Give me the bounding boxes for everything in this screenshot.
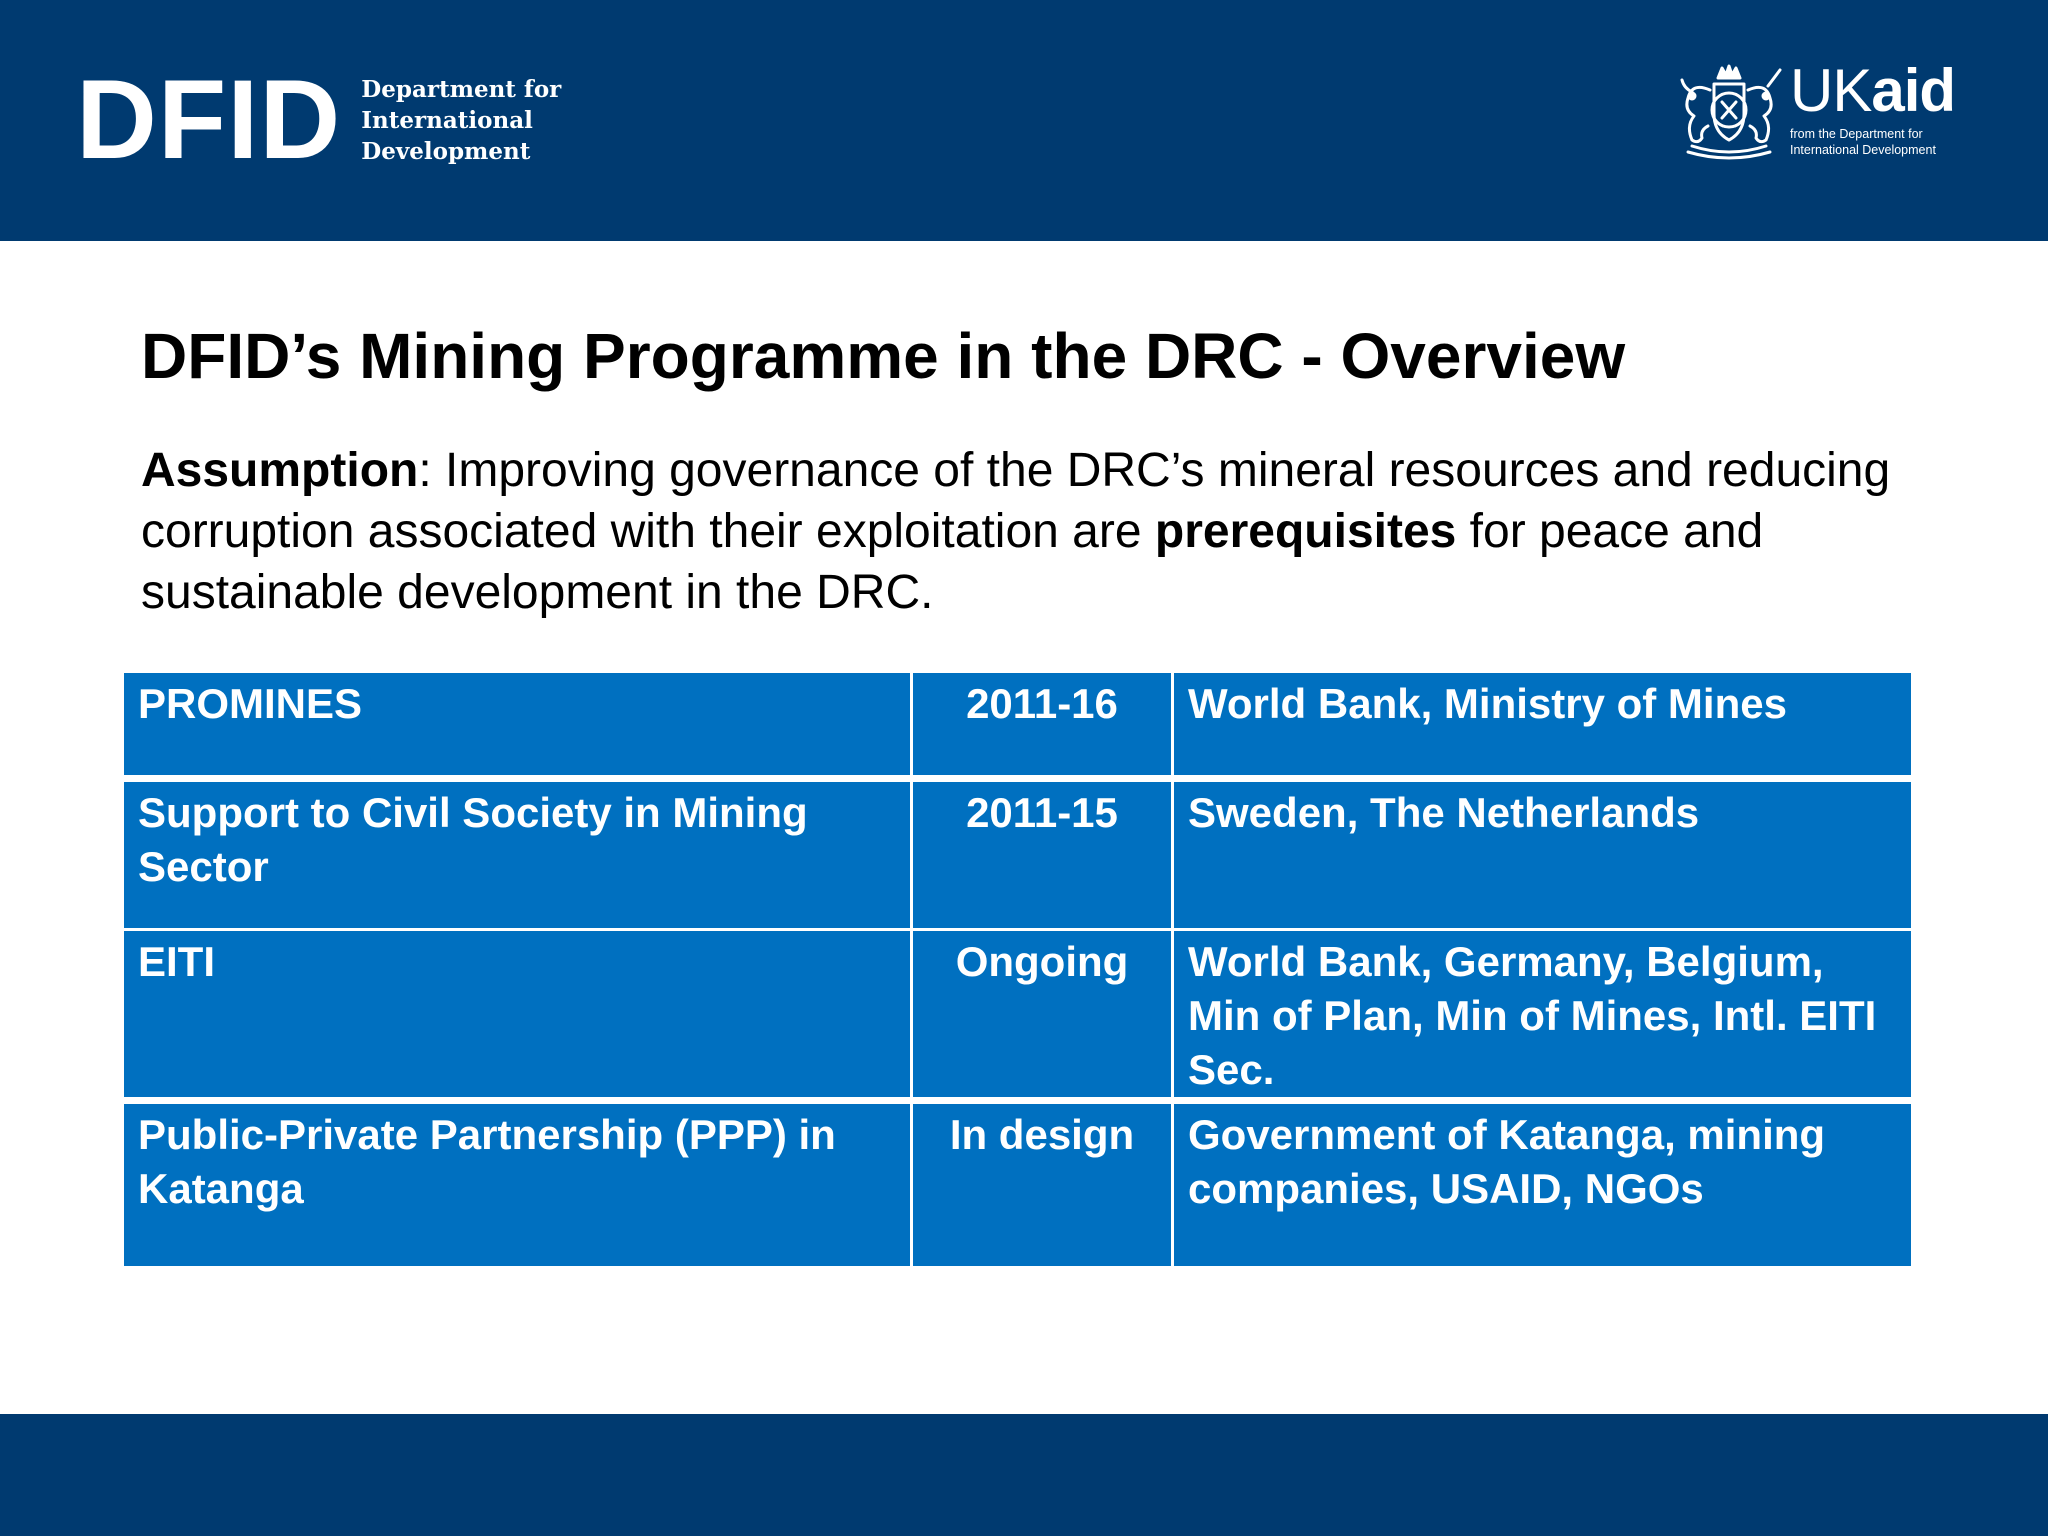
dfid-logo [76, 57, 562, 182]
dfid-subtitle-line: International [361, 106, 533, 134]
programme-cell: Support to Civil Society in Mining Sector [123, 779, 912, 930]
assumption-emphasis: prerequisites [1154, 505, 1457, 558]
ukaid-tagline [1790, 126, 1955, 158]
period-cell: 2011-15 [912, 779, 1173, 930]
footer-band [0, 1414, 2048, 1536]
royal-crest-icon [1670, 60, 1788, 164]
period-cell: 2011-16 [912, 672, 1173, 779]
ukaid-tagline-line: International Development [1790, 143, 1936, 157]
dfid-subtitle-line: Development [361, 137, 531, 165]
period-cell: In design [912, 1101, 1173, 1268]
ukaid-logo [1670, 57, 1970, 170]
partners-cell: Government of Katanga, mining companies, USAID, NGOs [1173, 1101, 1913, 1268]
slide-title: DFID’s Mining Programme in the DRC - Overview [141, 320, 1626, 392]
assumption-text-part2: for peace and sustainable development in the DRC. [141, 505, 1764, 619]
partners-cell: Sweden, The Netherlands [1173, 779, 1913, 930]
programme-cell: PROMINES [123, 672, 912, 779]
dfid-wordmark: DFID [76, 57, 342, 182]
programme-table [121, 670, 1914, 1269]
partners-cell: World Bank, Germany, Belgium, Min of Plan, Min of Mines, Intl. EITI Sec. [1173, 930, 1913, 1101]
table-row [123, 672, 1913, 779]
assumption-text-part1: : Improving governance of the DRC’s mineral resources and reducing corruption associated with their exploitation are [141, 444, 1891, 558]
ukaid-text [1790, 57, 1956, 158]
programme-cell: Public-Private Partnership (PPP) in Katanga [123, 1101, 912, 1268]
table-row [123, 930, 1913, 1101]
dfid-subtitle-line: Department for [361, 75, 562, 103]
period-cell: Ongoing [912, 930, 1173, 1101]
partners-cell: World Bank, Ministry of Mines [1173, 672, 1913, 779]
dfid-subtitle [361, 74, 561, 167]
table-row [123, 1101, 1913, 1268]
assumption-label: Assumption [141, 444, 419, 497]
assumption-paragraph [141, 440, 1941, 623]
programme-cell: EITI [123, 930, 912, 1101]
table-row [123, 779, 1913, 930]
ukaid-tagline-line: from the Department for [1790, 127, 1923, 141]
ukaid-wordmark: UKaid [1790, 57, 1956, 124]
